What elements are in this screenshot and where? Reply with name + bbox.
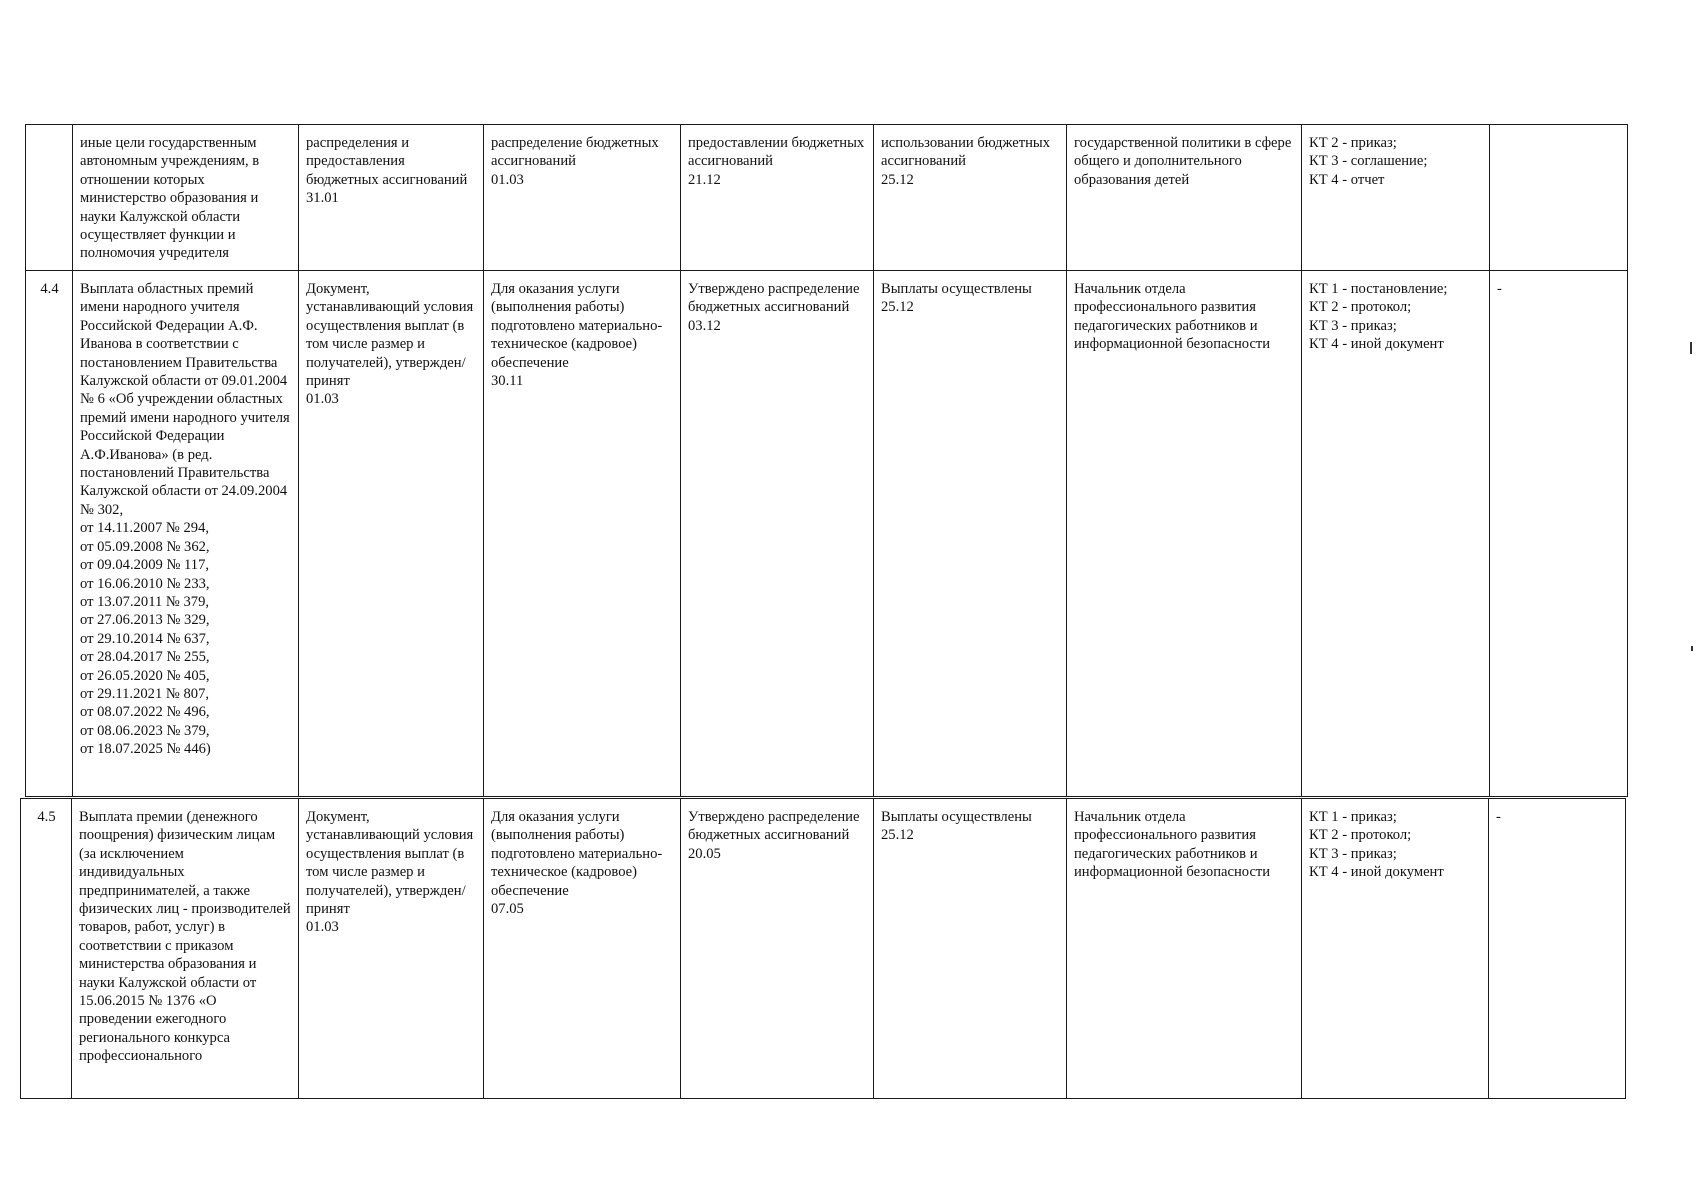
measure-cell: Выплата премии (денежного поощрения) физическим лицам (за исключением индивидуальных предпринимателей, а также физических лиц - производителей товаров, работ, услуг) в соответствии с приказом министерства образования и науки Калужской области от 15.06.2015 № 1376 «О проведении ежегодного регионального конкурса профессионального xyxy=(72,799,299,1099)
plan-table-upper xyxy=(25,124,1628,797)
control-point-3-cell: Утверждено распределение бюджетных ассигнований 20.05 xyxy=(681,799,874,1099)
table-row xyxy=(26,271,1628,797)
control-point-1-cell: Документ, устанавливающий условия осуществления выплат (в том числе размер и получателей), утвержден/принят 01.03 xyxy=(299,799,484,1099)
row-number xyxy=(26,125,73,271)
measure-cell: иные цели государственным автономным учреждениям, в отношении которых министерство образования и науки Калужской области осуществляет функции и полномочия учредителя xyxy=(73,125,299,271)
row-number: 4.5 xyxy=(21,799,72,1099)
control-point-1-cell: Документ, устанавливающий условия осуществления выплат (в том числе размер и получателей), утвержден/принят 01.03 xyxy=(299,271,484,797)
table-row xyxy=(21,799,1626,1099)
control-point-3-cell: предоставлении бюджетных ассигнований 21.12 xyxy=(681,125,874,271)
control-point-2-cell: Для оказания услуги (выполнения работы) подготовлено материально-техническое (кадровое) обеспечение 07.05 xyxy=(484,799,681,1099)
table-row xyxy=(26,125,1628,271)
responsible-cell: Начальник отдела профессионального развития педагогических работников и информационной безопасности xyxy=(1067,271,1302,797)
control-point-4-cell: Выплаты осуществлены 25.12 xyxy=(874,799,1067,1099)
plan-table-lower xyxy=(20,798,1626,1099)
measure-cell: Выплата областных премий имени народного учителя Российской Федерации А.Ф. Иванова в соответствии с постановлением Правительства Калужской области от 09.01.2004 № 6 «Об учреждении областных премий имени народного учителя Российской Федерации А.Ф.Иванова» (в ред. постановлений Правительства Калужской области от 24.09.2004 № 302, от 14.11.2007 № 294, от 05.09.2008 № 362, от 09.04.2009 № 117, от 16.06.2010 № 233, от 13.07.2011 № 379, от 27.06.2013 № 329, от 29.10.2014 № 637, от 28.04.2017 № 255, от 26.05.2020 № 405, от 29.11.2021 № 807, от 08.07.2022 № 496, от 08.06.2023 № 379, от 18.07.2025 № 446) xyxy=(73,271,299,797)
control-point-4-cell: Выплаты осуществлены 25.12 xyxy=(874,271,1067,797)
control-type-cell: КТ 2 - приказ; КТ 3 - соглашение; КТ 4 - отчет xyxy=(1302,125,1490,271)
responsible-cell: Начальник отдела профессионального развития педагогических работников и информационной безопасности xyxy=(1067,799,1302,1099)
control-point-4-cell: использовании бюджетных ассигнований 25.12 xyxy=(874,125,1067,271)
control-point-3-cell: Утверждено распределение бюджетных ассигнований 03.12 xyxy=(681,271,874,797)
row-number: 4.4 xyxy=(26,271,73,797)
scan-artifact xyxy=(1691,646,1693,651)
control-point-1-cell: распределения и предоставления бюджетных ассигнований 31.01 xyxy=(299,125,484,271)
note-cell: - xyxy=(1489,799,1626,1099)
responsible-cell: государственной политики в сфере общего и дополнительного образования детей xyxy=(1067,125,1302,271)
control-type-cell: КТ 1 - постановление; КТ 2 - протокол; КТ 3 - приказ; КТ 4 - иной документ xyxy=(1302,271,1490,797)
note-cell xyxy=(1490,125,1628,271)
scan-artifact xyxy=(1690,342,1692,354)
control-point-2-cell: распределение бюджетных ассигнований 01.03 xyxy=(484,125,681,271)
control-point-2-cell: Для оказания услуги (выполнения работы) подготовлено материально-техническое (кадровое) обеспечение 30.11 xyxy=(484,271,681,797)
note-cell: - xyxy=(1490,271,1628,797)
control-type-cell: КТ 1 - приказ; КТ 2 - протокол; КТ 3 - приказ; КТ 4 - иной документ xyxy=(1302,799,1489,1099)
